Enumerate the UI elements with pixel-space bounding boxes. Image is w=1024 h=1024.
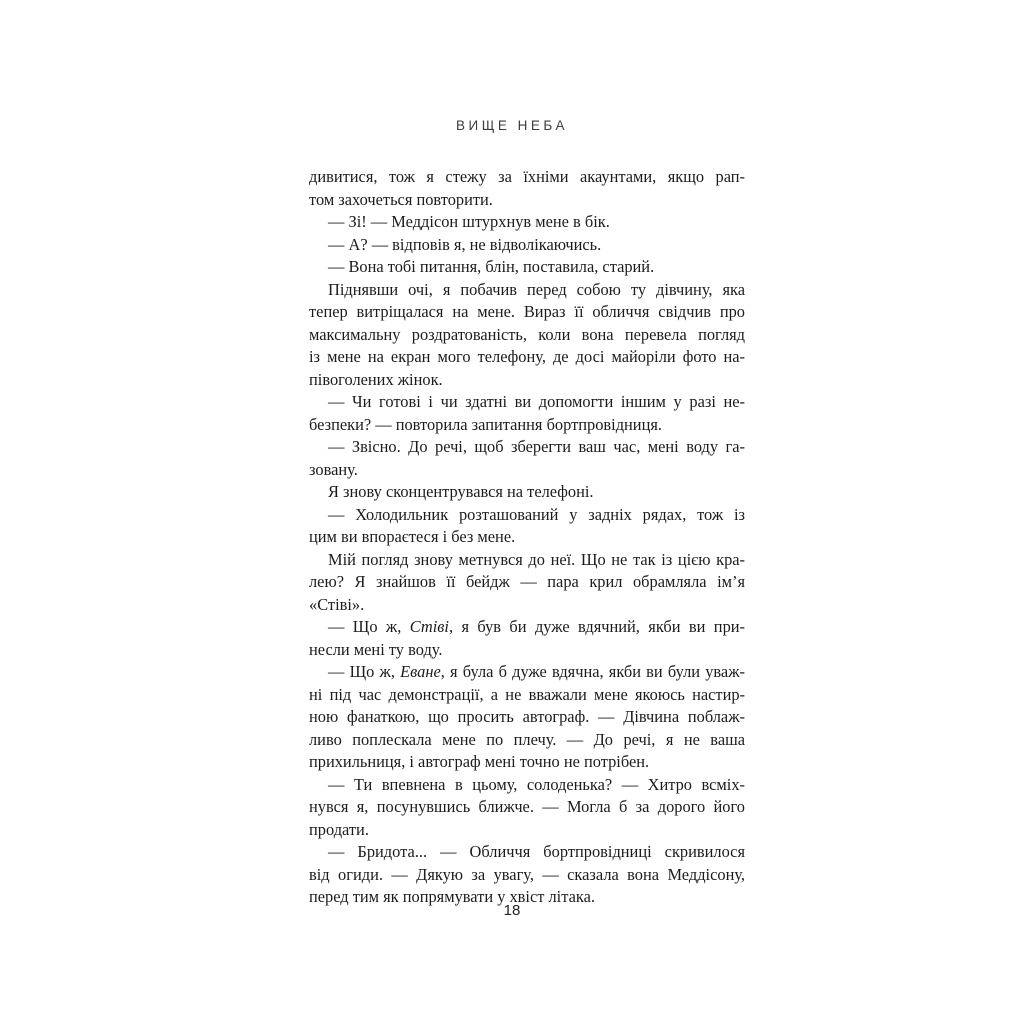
italic-text-segment: Стіві [409,617,449,636]
text-segment: безпеки? — повторила запитання бортпровідниця. [309,414,662,434]
text-segment: ні під час демонстрації, а не вважали мене якоюсь настир- [309,684,745,704]
text-line [309,256,745,279]
text-segment: ною фанаткою, що просить автограф. — Дівчина поблаж- [309,707,745,726]
text-segment: нувся я, посунувшись ближче. — Могла б за дорого його [309,797,745,816]
text-segment: — Зі! — Меддісон штурхнув мене в бік. [328,212,610,231]
text-line [309,301,745,324]
page-number: 18 [503,902,521,919]
text-segment: лею? Я знайшов її бейдж — пара крил обрамляла ім’я «Стіві». [309,572,745,614]
text-line [309,774,745,797]
text-line [309,706,745,729]
text-segment: перед тим як попрямувати у хвіст літака. [309,887,595,906]
text-segment: — Бридота... — Обличчя бортпровідниці скривилося [328,842,745,861]
text-segment: — Що ж, [328,662,401,681]
text-line [309,234,745,257]
text-line [309,369,745,392]
text-segment: дивитися, тож я стежу за їхніми акаунтами, якщо рап- [309,167,745,186]
text-segment: прихильниця, і автограф мені точно не потрібен. [309,752,650,771]
text-segment: — Чи готові і чи здатні ви допомогти іншим у разі не- [328,392,745,411]
text-line [309,211,745,234]
text-segment: — А? — відповів я, не відволікаючись. [328,234,602,254]
text-line [309,504,745,527]
text-line [309,481,745,504]
text-segment: , я була б дуже вдячна, якби ви були уваж- [440,662,745,681]
text-block [309,166,745,909]
text-segment: Я знову сконцентрувався на телефоні. [328,482,594,501]
text-segment: , я був би дуже вдячний, якби ви при- [448,617,745,636]
text-line [309,729,745,752]
running-header-title: ВИЩЕ НЕБА [456,118,568,133]
text-line [309,571,745,616]
text-segment: цим ви впораєтеся і без мене. [309,527,516,546]
text-line [309,841,745,864]
text-line [309,414,745,437]
text-line [309,819,745,842]
text-line [309,796,745,819]
text-line [309,639,745,662]
text-line [309,616,745,639]
italic-text-segment: Еване [400,662,441,681]
text-segment: — Холодильник розташований у задніх рядах, тож із [328,504,745,524]
text-segment: несли мені ту воду. [309,639,443,659]
text-segment: від огиди. — Дякую за увагу, — сказала вона Меддісону, [309,864,745,884]
text-line [309,346,745,369]
text-segment: — Що ж, [328,617,410,636]
text-segment: том захочеться повторити. [309,189,493,209]
text-line [309,279,745,302]
text-line [309,549,745,572]
text-line [309,189,745,212]
text-segment: — Звісно. До речі, щоб зберегти ваш час, мені воду га- [328,437,745,456]
text-segment: зовану. [309,459,358,479]
text-line [309,526,745,549]
text-segment: максимальну роздратованість, коли вона перевела погляд [309,324,745,344]
text-line [309,166,745,189]
text-segment: — Вона тобі питання, блін, поставила, старий. [328,257,655,276]
text-segment: із мене на екран мого телефону, де досі майоріли фото на- [309,347,745,366]
text-segment: ливо поплескала мене по плечу. — До речі, я не ваша [309,729,745,749]
text-line [309,436,745,459]
text-segment: продати. [309,819,369,839]
text-line [309,324,745,347]
text-line [309,459,745,482]
text-segment: Мій погляд знову метнувся до неї. Що не так із цією кра- [328,549,745,569]
text-line [309,661,745,684]
text-line [309,751,745,774]
text-line [309,684,745,707]
text-segment: Піднявши очі, я побачив перед собою ту дівчину, яка [328,279,745,299]
text-line [309,391,745,414]
text-segment: тепер витріщалася на мене. Вираз її обличчя свідчив про [309,302,745,321]
text-line [309,864,745,887]
text-segment: — Ти впевнена в цьому, солоденька? — Хитро всміх- [328,774,745,794]
text-segment: півоголених жінок. [309,369,443,389]
